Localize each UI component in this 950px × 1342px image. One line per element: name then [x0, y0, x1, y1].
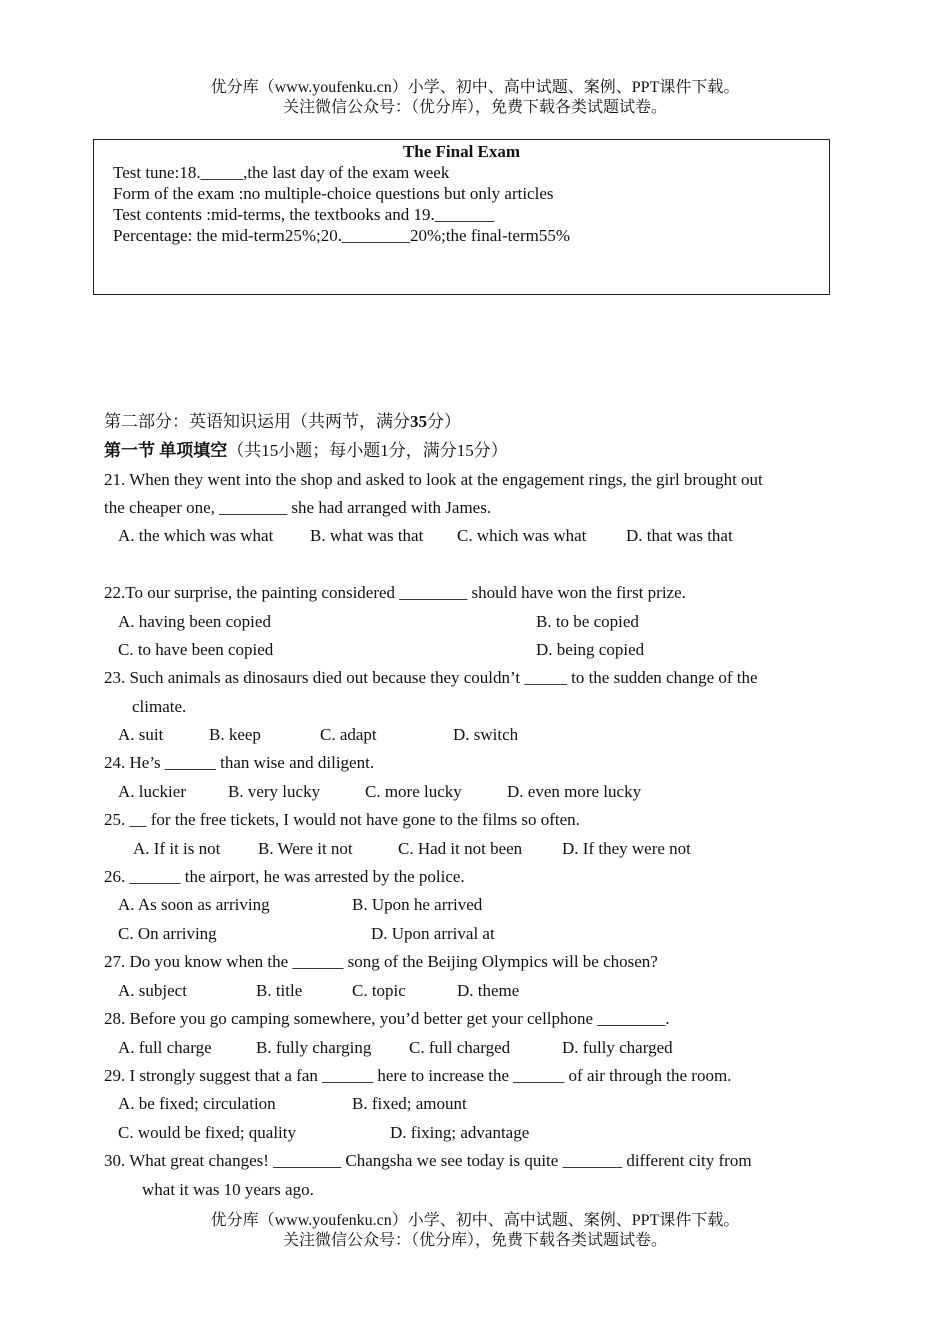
q28-option-a: A. full charge [118, 1038, 212, 1057]
q21-option-d: D. that was that [626, 526, 733, 545]
q25-option-b: B. Were it not [258, 839, 353, 858]
q24-option-d: D. even more lucky [507, 782, 642, 801]
q27-option-b: B. title [256, 981, 303, 1000]
q26-option-b: B. Upon he arrived [352, 895, 483, 914]
q23-option-a: A. suit [118, 725, 164, 744]
header-line-2: 关注微信公众号：（优分库），免费下载各类试题试卷。 [282, 99, 667, 116]
exam-box-line-test-time: Test tune:18._____,the last day of the exam week [113, 163, 450, 182]
q26-option-c: C. On arriving [118, 924, 217, 943]
q27-option-c: C. topic [352, 981, 406, 1000]
q23-stem-line2: climate. [132, 697, 187, 716]
page-header [0, 78, 950, 118]
q30-stem-line2: what it was 10 years ago. [142, 1180, 314, 1199]
q27-option-a: A. subject [118, 981, 187, 1000]
q30-stem-line1: 30. What great changes! ________ Changsha we see today is quite _______ different city from [104, 1151, 752, 1170]
q26-stem: 26. ______ the airport, he was arrested by the police. [104, 867, 465, 886]
q27-option-d: D. theme [457, 981, 520, 1000]
final-exam-box [93, 139, 830, 295]
q26-option-d: D. Upon arrival at [371, 924, 495, 943]
q29-option-a: A. be fixed; circulation [118, 1094, 276, 1113]
q29-stem: 29. I strongly suggest that a fan ______ here to increase the ______ of air through the room. [104, 1066, 732, 1085]
q29-option-b: B. fixed; amount [352, 1094, 467, 1113]
q21-option-a: A. the which was what [118, 526, 274, 545]
header-line-1: 优分库（www.youfenku.cn）小学、初中、高中试题、案例、PPT课件下载。 [210, 79, 740, 96]
exam-box-line-contents: Test contents :mid-terms, the textbooks and 19._______ [113, 205, 495, 224]
q24-option-a: A. luckier [118, 782, 186, 801]
footer-line-2: 关注微信公众号：（优分库），免费下载各类试题试卷。 [282, 1232, 667, 1249]
q22-option-c: C. to have been copied [118, 640, 274, 659]
q27-stem: 27. Do you know when the ______ song of the Beijing Olympics will be chosen? [104, 952, 658, 971]
q21-option-c: C. which was what [457, 526, 587, 545]
footer-line-1: 优分库（www.youfenku.cn）小学、初中、高中试题、案例、PPT课件下载。 [210, 1212, 740, 1229]
q21-stem-line1: 21. When they went into the shop and asked to look at the engagement rings, the girl brought out [104, 470, 763, 489]
q28-stem: 28. Before you go camping somewhere, you’d better get your cellphone ________. [104, 1009, 670, 1028]
q24-option-b: B. very lucky [228, 782, 321, 801]
q28-option-c: C. full charged [409, 1038, 511, 1057]
q25-option-c: C. Had it not been [398, 839, 523, 858]
part2-heading-prefix: 第二部分：英语知识运用（共两节，满分 [104, 412, 410, 431]
q22-option-d: D. being copied [536, 640, 645, 659]
q25-option-d: D. If they were not [562, 839, 691, 858]
q24-option-c: C. more lucky [365, 782, 462, 801]
page-footer [0, 1211, 950, 1251]
q23-option-c: C. adapt [320, 725, 377, 744]
q26-option-a: A. As soon as arriving [118, 895, 270, 914]
q22-option-a: A. having been copied [118, 612, 271, 631]
q23-stem-line1: 23. Such animals as dinosaurs died out because they couldn’t _____ to the sudden change of the [104, 668, 758, 687]
q29-option-d: D. fixing; advantage [390, 1123, 530, 1142]
exam-box-line-percentage: Percentage: the mid-term25%;20.________20%;the final-term55% [113, 226, 570, 245]
q22-option-b: B. to be copied [536, 612, 639, 631]
exam-box-title: The Final Exam [402, 142, 521, 161]
q21-stem-line2: the cheaper one, ________ she had arranged with James. [104, 498, 492, 517]
exam-box-line-form: Form of the exam :no multiple-choice questions but only articles [113, 184, 554, 203]
q28-option-d: D. fully charged [562, 1038, 673, 1057]
part2-heading-score: 35 [410, 412, 427, 431]
q28-option-b: B. fully charging [256, 1038, 372, 1057]
q21-option-b: B. what was that [310, 526, 424, 545]
part2-heading [104, 411, 461, 433]
q23-option-d: D. switch [453, 725, 519, 744]
section1-heading [104, 440, 508, 462]
section1-heading-bold: 第一节 单项填空 [104, 441, 228, 460]
q25-option-a: A. If it is not [133, 839, 221, 858]
q23-option-b: B. keep [209, 725, 261, 744]
section1-heading-rest: （共15小题；每小题1分，满分15分） [227, 441, 508, 460]
q22-stem: 22.To our surprise, the painting considered ________ should have won the first prize. [104, 583, 686, 602]
part2-heading-suffix: 分） [427, 412, 461, 431]
q29-option-c: C. would be fixed; quality [118, 1123, 297, 1142]
q24-stem: 24. He’s ______ than wise and diligent. [104, 753, 375, 772]
q25-stem: 25. __ for the free tickets, I would not have gone to the films so often. [104, 810, 580, 829]
